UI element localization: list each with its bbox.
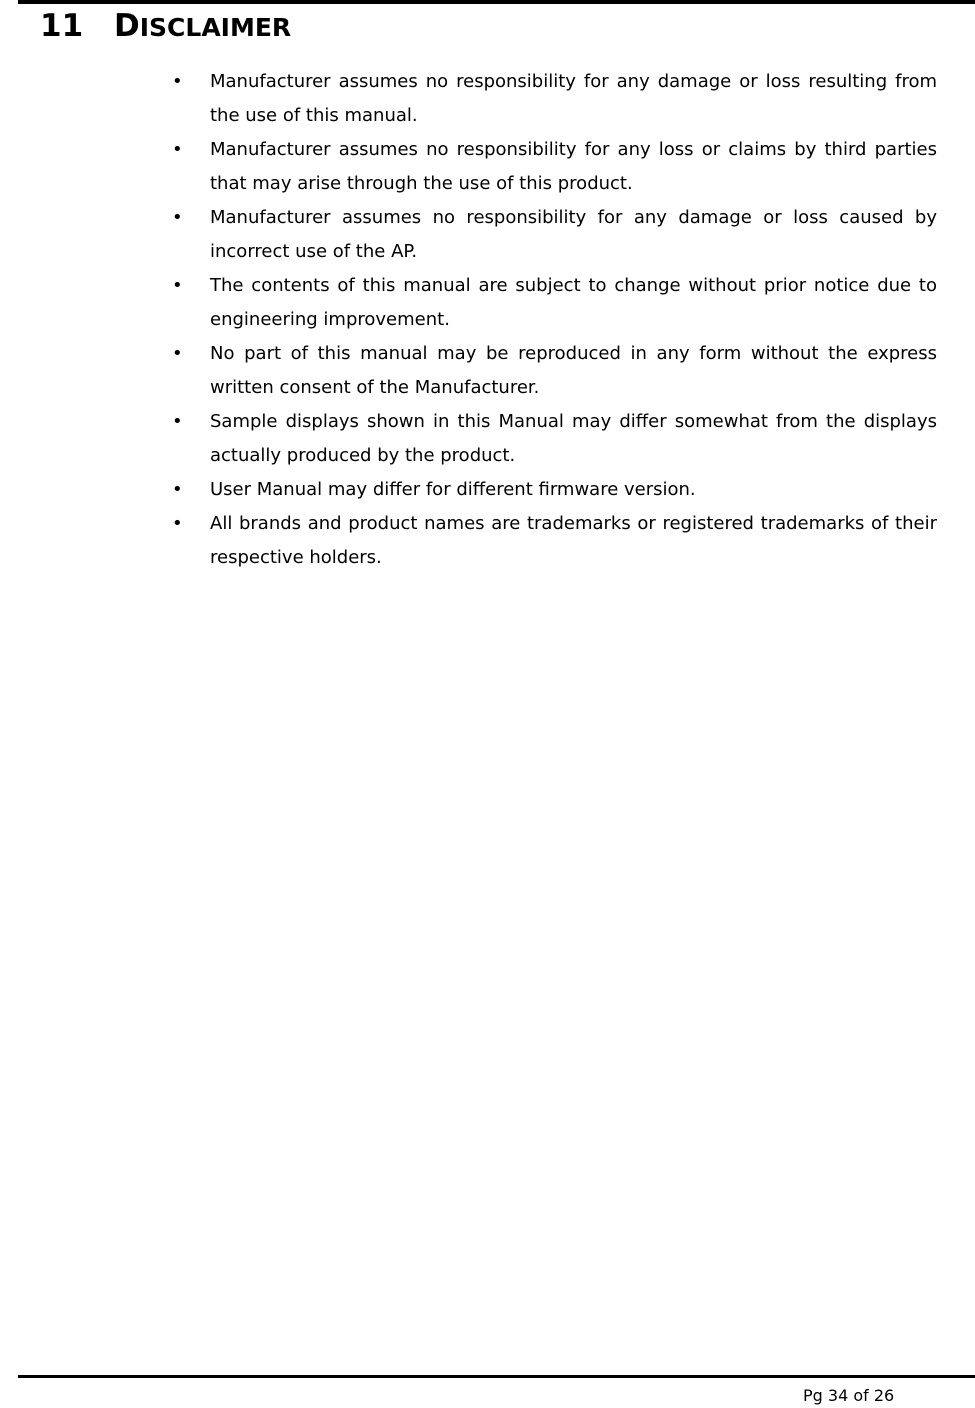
- bullet-icon: •: [172, 411, 183, 432]
- bullet-icon: •: [172, 513, 183, 534]
- section-title-initial: D: [114, 8, 140, 44]
- list-item: [165, 337, 937, 405]
- list-item-text: Manufacturer assumes no responsibility for any damage or loss caused by incorrect use of the AP.: [210, 207, 937, 262]
- page-number: Pg 34 of 26: [803, 1386, 895, 1405]
- disclaimer-list: [165, 65, 937, 575]
- list-item-text: User Manual may differ for different firmware version.: [210, 479, 696, 500]
- list-item-text: No part of this manual may be reproduced in any form without the express written consent of the Manufacturer.: [210, 343, 937, 398]
- section-number: 11: [40, 8, 84, 44]
- list-item: [165, 507, 937, 575]
- section-title-rest: ISCLAIMER: [139, 13, 292, 42]
- list-item-text: The contents of this manual are subject to change without prior notice due to engineering improvement.: [210, 275, 937, 330]
- list-item: [165, 269, 937, 337]
- header-rule: [18, 0, 975, 4]
- list-item-text: Manufacturer assumes no responsibility for any damage or loss resulting from the use of this manual.: [210, 71, 937, 126]
- list-item-text: Sample displays shown in this Manual may differ somewhat from the displays actually produced by the product.: [210, 411, 937, 466]
- list-item: [165, 201, 937, 269]
- list-item-text: Manufacturer assumes no responsibility for any loss or claims by third parties that may arise through the use of this product.: [210, 139, 937, 194]
- bullet-icon: •: [172, 139, 183, 160]
- bullet-icon: •: [172, 71, 183, 92]
- section-heading: [40, 6, 291, 48]
- list-item: [165, 473, 937, 507]
- bullet-icon: •: [172, 343, 183, 364]
- list-item: [165, 405, 937, 473]
- bullet-icon: •: [172, 207, 183, 228]
- list-item: [165, 133, 937, 201]
- bullet-icon: •: [172, 275, 183, 296]
- list-item: [165, 65, 937, 133]
- list-item-text: All brands and product names are trademarks or registered trademarks of their respective holders.: [210, 513, 937, 568]
- footer-rule: [18, 1375, 975, 1378]
- bullet-icon: •: [172, 479, 183, 500]
